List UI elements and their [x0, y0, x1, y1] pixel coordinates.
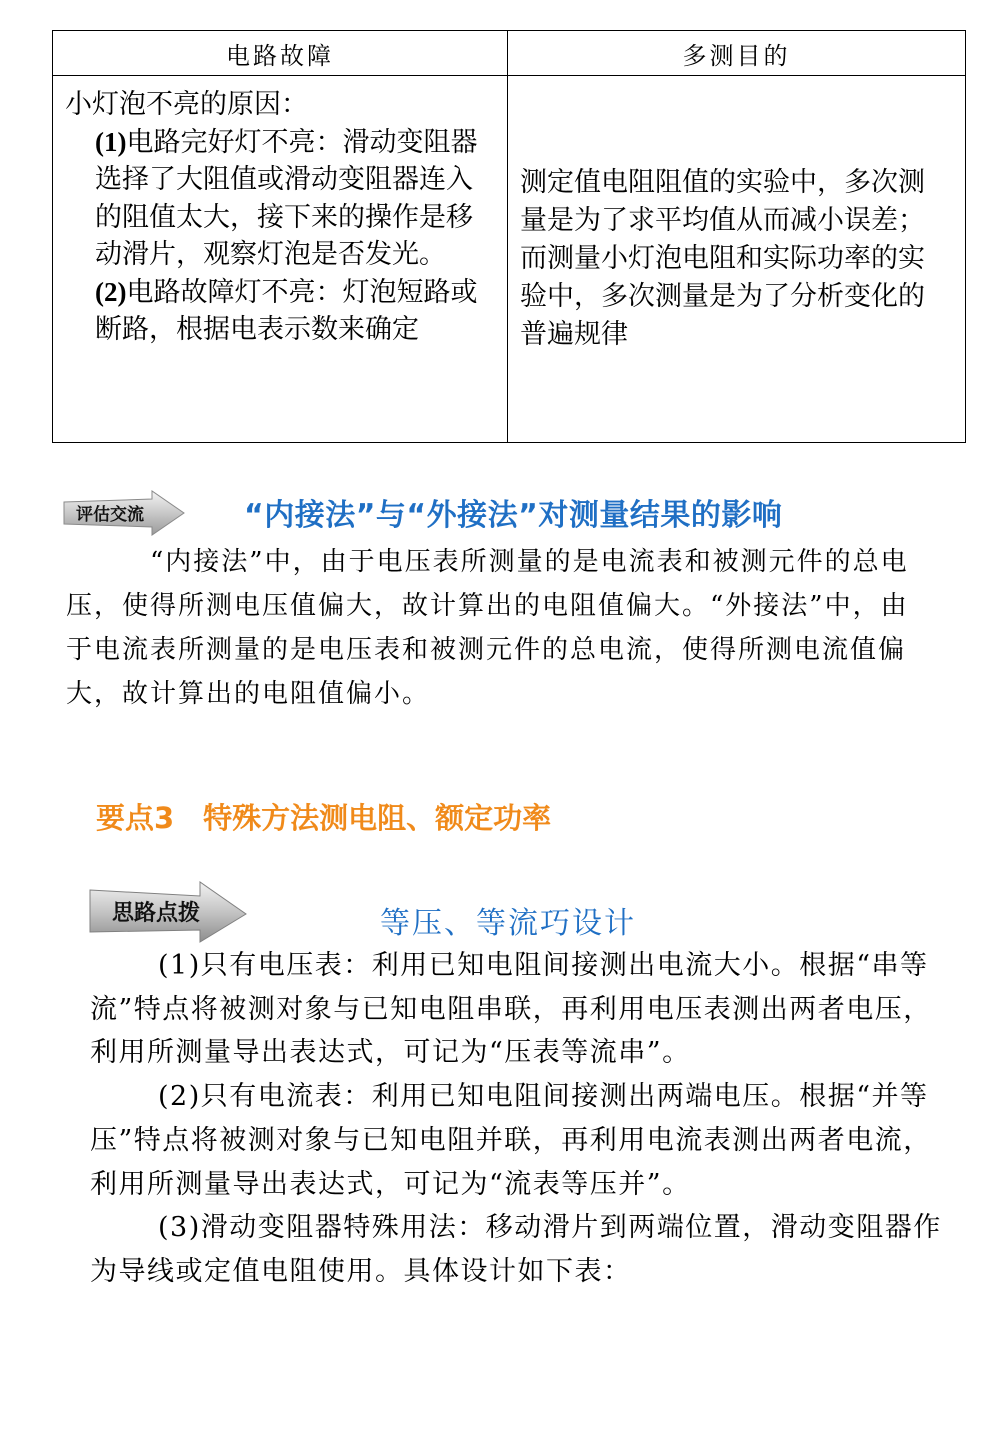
- fault-item-2: [65, 274, 497, 349]
- evaluation-paragraph: [66, 540, 936, 716]
- fault-item-1-number: (1): [95, 126, 127, 157]
- fault-item-2-text: 电路故障灯不亮：灯泡短路或断路，根据电表示数来确定: [95, 276, 478, 345]
- evaluation-text: “内接法”中，由于电压表所测量的是电流表和被测元件的总电压，使得所测电压值偏大，故计算出的电阻值偏大。“外接法”中，由于电流表所测量的是电压表和被测元件的总电流，使得所测电流值偏大，故计算出的电阻值偏小。: [66, 547, 909, 709]
- table-row: [53, 76, 966, 443]
- header-circuit-fault: 电路故障: [53, 31, 508, 76]
- design-method-list: [90, 944, 950, 1294]
- table-header-row: [53, 31, 966, 76]
- design-item-rheostat-special: (3)滑动变阻器特殊用法：移动滑片到两端位置，滑动变阻器作为导线或定值电阻使用。具体设计如下表：: [90, 1212, 942, 1287]
- evaluation-badge: [60, 490, 186, 536]
- header-multiple-measurement-purpose: 多测目的: [508, 31, 966, 76]
- fault-item-2-number: (2): [95, 276, 127, 307]
- design-item-voltmeter-only: (1)只有电压表：利用已知电阻间接测出电流大小。根据“串等流”特点将被测对象与已知电阻串联，再利用电压表测出两者电压，利用所测量导出表达式，可记为“压表等流串”。: [90, 950, 932, 1069]
- thinking-tip-badge-label: 思路点拨: [112, 901, 201, 926]
- fault-item-1: [65, 124, 497, 274]
- key-point-heading: 要点3 特殊方法测电阻、额定功率: [96, 801, 552, 835]
- fault-intro: 小灯泡不亮的原因：: [65, 89, 308, 120]
- purpose-cell: 测定值电阻阻值的实验中，多次测量是为了求平均值从而减小误差；而测量小灯泡电阻和实际功率的实验中，多次测量是为了分析变化的普遍规律: [508, 76, 966, 443]
- design-item-ammeter-only: (2)只有电流表：利用已知电阻间接测出两端电压。根据“并等压”特点将被测对象与已知电阻并联，再利用电流表测出两者电流，利用所测量导出表达式，可记为“流表等压并”。: [90, 1081, 932, 1200]
- evaluation-badge-label: 评估交流: [76, 505, 144, 525]
- fault-item-1-text: 电路完好灯不亮：滑动变阻器选择了大阻值或滑动变阻器连入的阻值太大，接下来的操作是移动滑片，观察灯泡是否发光。: [95, 126, 478, 270]
- fault-cell: [53, 76, 508, 443]
- circuit-fault-table: [52, 30, 966, 443]
- equal-voltage-current-design-title: 等压、等流巧设计: [380, 906, 636, 941]
- thinking-tip-badge: [86, 880, 248, 944]
- inner-outer-connection-title: “内接法”与“外接法”对测量结果的影响: [244, 498, 783, 533]
